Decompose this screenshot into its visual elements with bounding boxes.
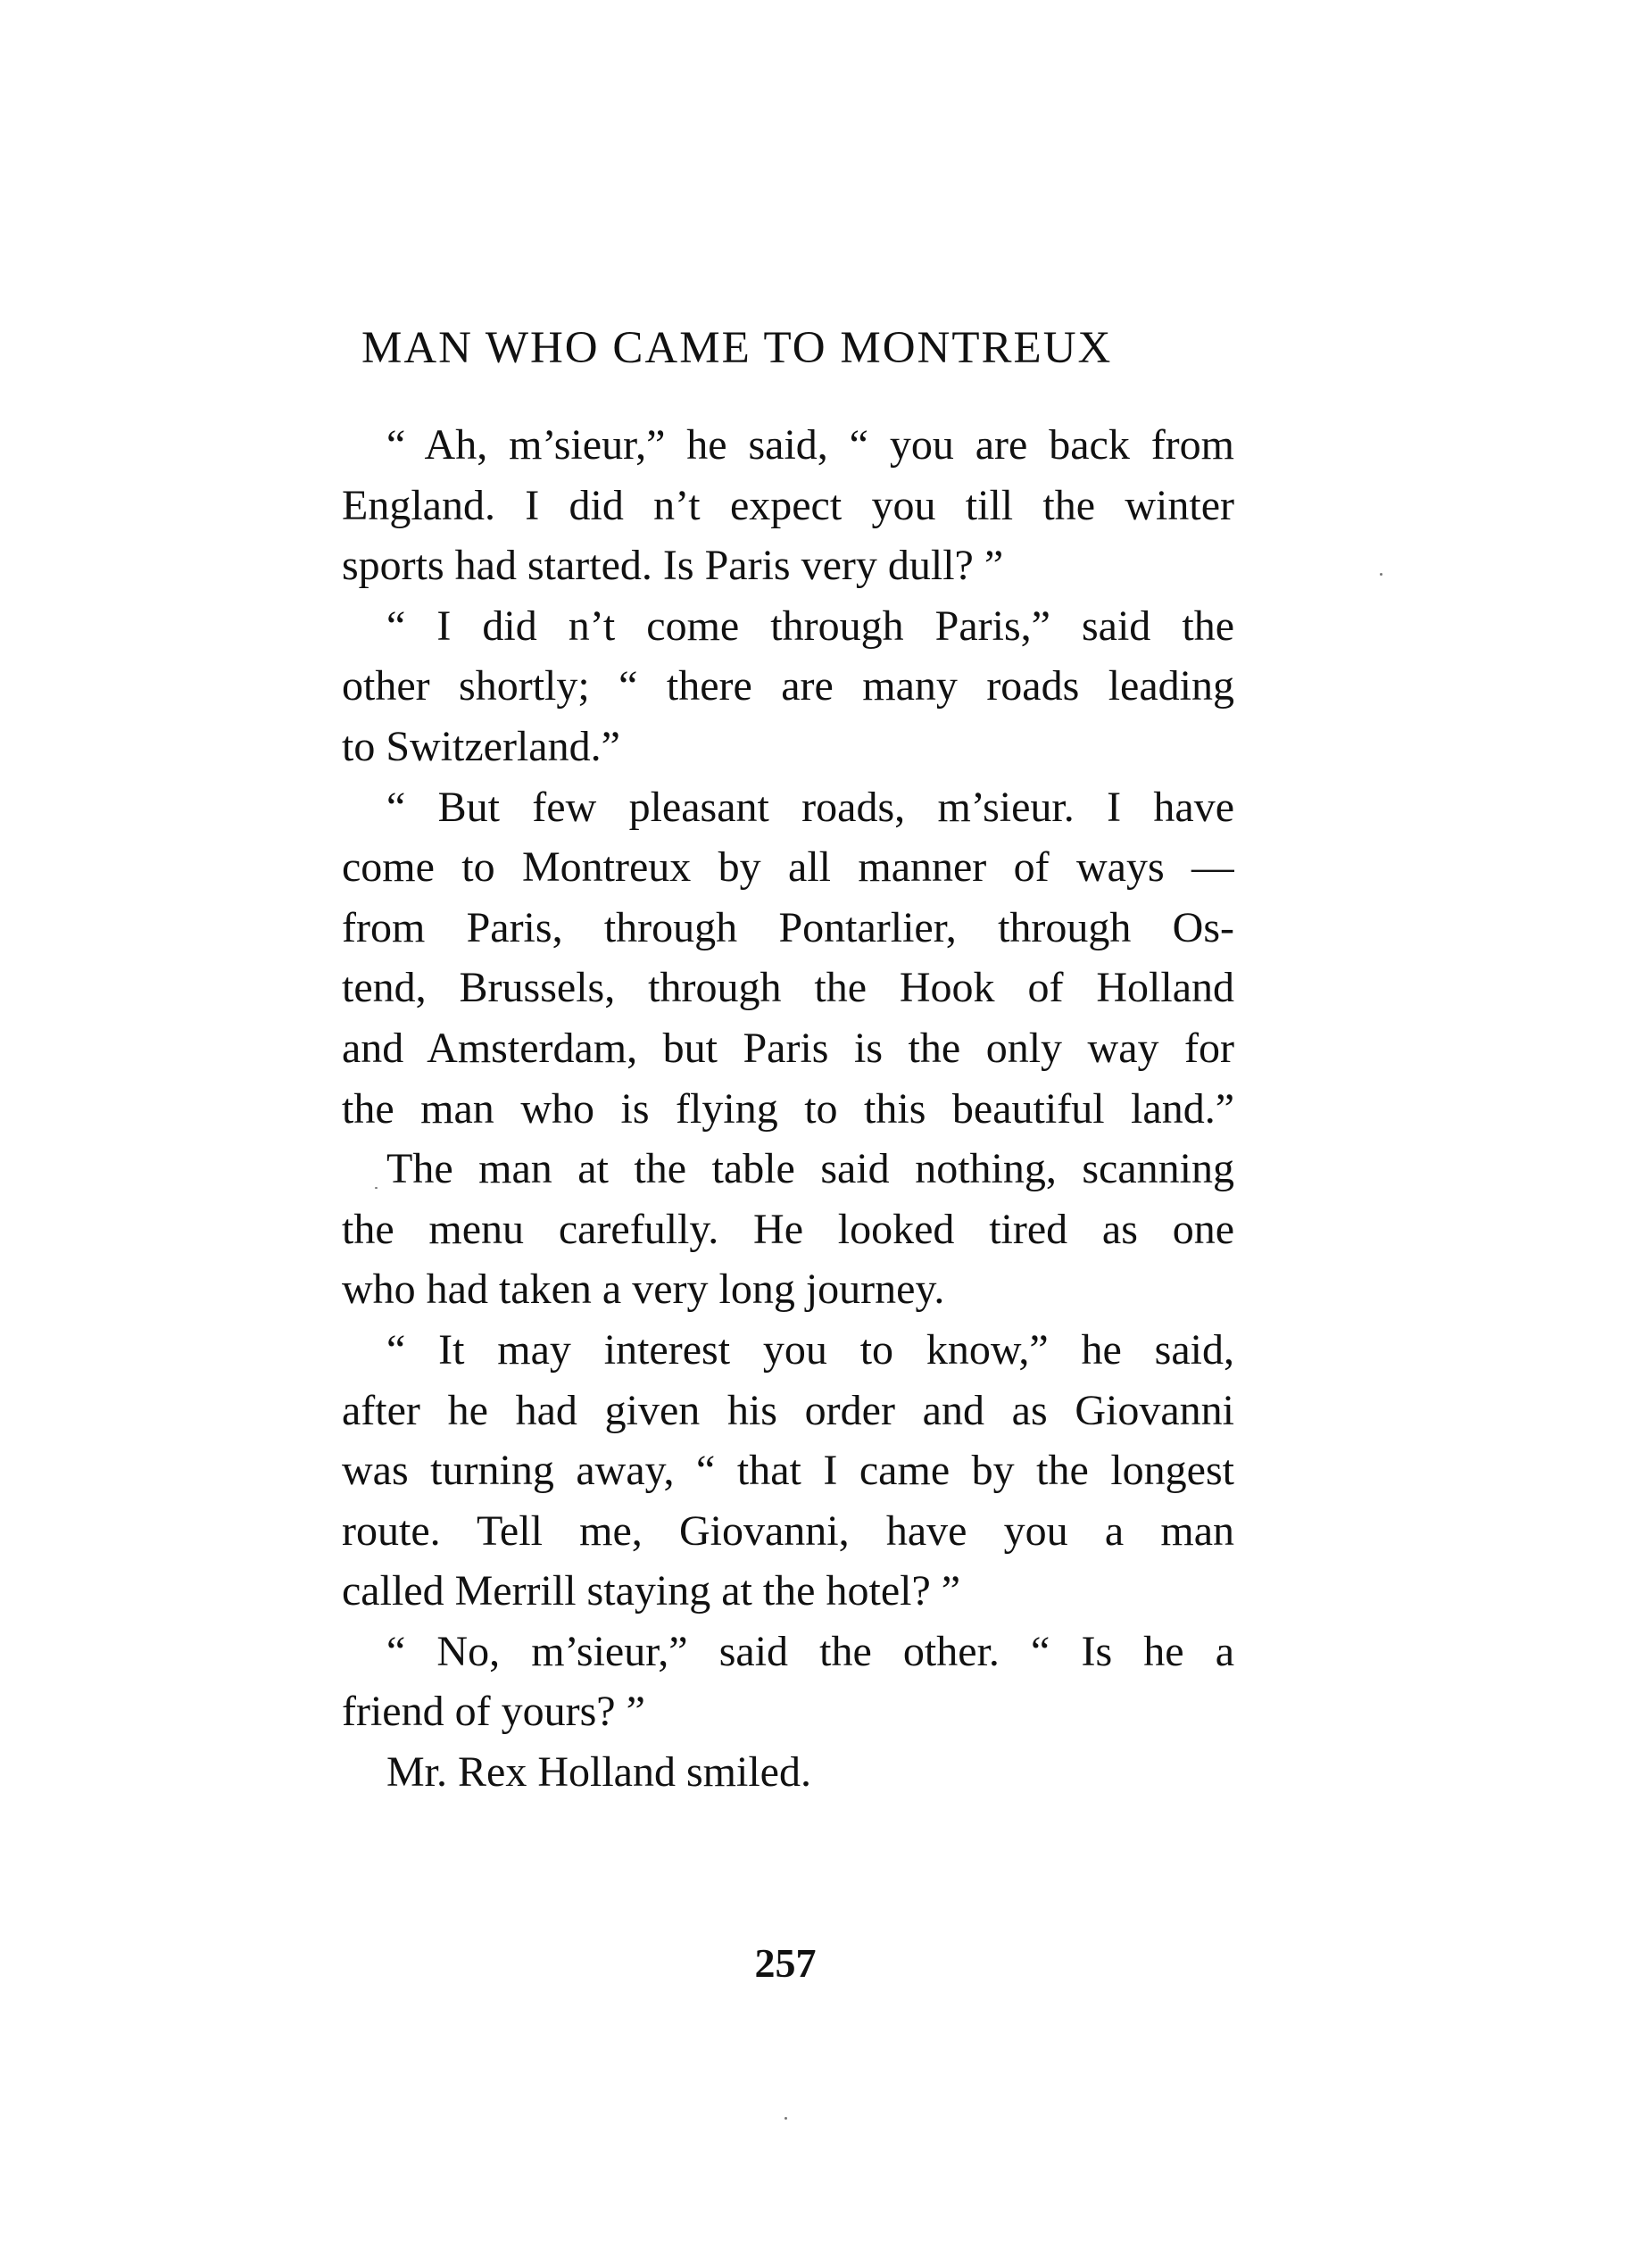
- text-line: tend, Brussels, through the Hook of Holland: [342, 964, 1234, 1012]
- text-line: come to Montreux by all manner of ways —: [342, 843, 1234, 892]
- page-number: 257: [754, 1940, 817, 1986]
- text-line: after he had given his order and as Giovanni: [342, 1386, 1234, 1434]
- text-line: from Paris, through Pontarlier, through Os-: [342, 903, 1234, 951]
- scan-speck: [1380, 573, 1382, 576]
- text-line: “ Ah, m’sieur,” he said, “ you are back from: [386, 421, 1234, 469]
- text-line: and Amsterdam, but Paris is the only way for: [342, 1024, 1234, 1072]
- scan-speck: [784, 2117, 787, 2120]
- text-line: “ But few pleasant roads, m’sieur. I have: [386, 783, 1234, 831]
- text-line: friend of yours? ”: [342, 1688, 645, 1736]
- scan-speck: [375, 1187, 378, 1189]
- text-line: Mr. Rex Holland smiled.: [386, 1748, 811, 1797]
- running-head: MAN WHO CAME TO MONTREUX: [361, 323, 1113, 373]
- text-line: the man who is flying to this beautiful land.”: [342, 1084, 1234, 1133]
- body-text: [342, 415, 1234, 1803]
- text-line: called Merrill staying at the hotel? ”: [342, 1567, 961, 1615]
- text-line: was turning away, “ that I came by the longest: [342, 1447, 1234, 1495]
- text-line: the menu carefully. He looked tired as one: [342, 1205, 1234, 1253]
- text-line: “ No, m’sieur,” said the other. “ Is he a: [386, 1627, 1234, 1675]
- text-line: route. Tell me, Giovanni, have you a man: [342, 1507, 1234, 1555]
- text-line: “ It may interest you to know,” he said,: [386, 1325, 1234, 1374]
- text-line: England. I did n’t expect you till the winter: [342, 481, 1234, 529]
- text-line: other shortly; “ there are many roads leading: [342, 662, 1234, 710]
- text-line: “ I did n’t come through Paris,” said the: [386, 602, 1234, 650]
- text-line: sports had started. Is Paris very dull? ”: [342, 542, 1004, 590]
- text-line: The man at the table said nothing, scanning: [386, 1145, 1234, 1193]
- text-line: who had taken a very long journey.: [342, 1266, 945, 1314]
- text-line: to Switzerland.”: [342, 722, 620, 770]
